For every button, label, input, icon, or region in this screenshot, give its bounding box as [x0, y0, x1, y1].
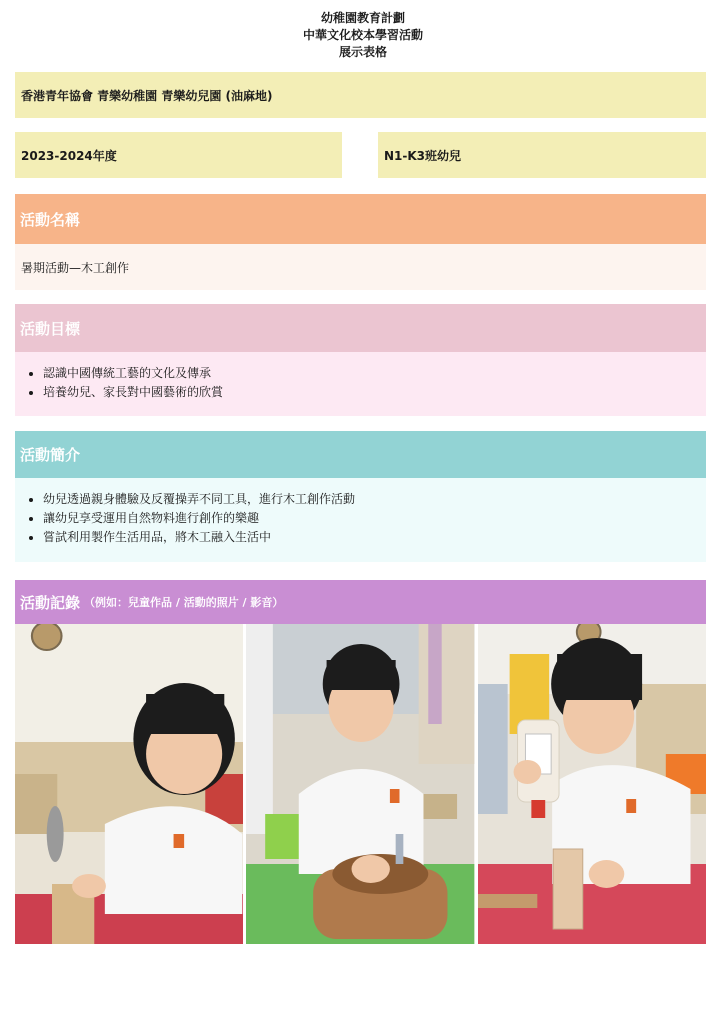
- photo-3-illustration: [478, 624, 706, 944]
- document-header: [0, 10, 726, 61]
- school-name-field: [15, 72, 706, 118]
- activity-name-content: 暑期活動—木工創作: [21, 260, 130, 275]
- classes: N1-K3班幼兒: [384, 148, 462, 163]
- objectives-body: [15, 352, 706, 416]
- activity-name-header: [15, 194, 706, 244]
- objective-item: • 培養幼兒、家長對中國藝術的欣賞: [43, 383, 700, 402]
- school-name: 香港青年協會 青樂幼稚園 青樂幼兒園 (油麻地): [21, 88, 273, 103]
- intro-list: [21, 490, 700, 547]
- activity-photos: [15, 624, 706, 944]
- school-year: 2023-2024年度: [21, 148, 117, 163]
- intro-title: 活動簡介: [20, 446, 81, 464]
- objectives-title: 活動目標: [20, 319, 81, 338]
- header-line-2: 中華文化校本學習活動: [302, 28, 423, 42]
- intro-header: [15, 431, 706, 478]
- photo-child-gluing-blocks: [478, 624, 706, 944]
- objective-item: • 認識中國傳統工藝的文化及傳承: [43, 364, 700, 383]
- header-line-1: 幼稚園教育計劃: [320, 11, 405, 25]
- school-year-field: [15, 132, 342, 178]
- photo-child-nailing-log: [246, 624, 474, 944]
- intro-item: • 幼兒透過親身體驗及反覆操弄不同工具，進行木工創作活動: [43, 490, 700, 509]
- classes-field: [378, 132, 706, 178]
- record-note: （例如：兒童作品 / 活動的照片 / 影音）: [84, 596, 284, 609]
- intro-item: • 讓幼兒享受運用自然物料進行創作的樂趣: [43, 509, 700, 528]
- intro-item: • 嘗試利用製作生活用品，將木工融入生活中: [43, 528, 700, 547]
- record-header: [15, 580, 706, 624]
- photo-1-illustration: [15, 624, 243, 944]
- photo-child-hammering: [15, 624, 243, 944]
- activity-name-title: 活動名稱: [20, 210, 81, 229]
- objectives-header: [15, 304, 706, 352]
- record-title: 活動記錄: [20, 593, 81, 612]
- photo-2-illustration: [246, 624, 474, 944]
- objectives-list: [21, 364, 700, 402]
- activity-name-body: [15, 244, 706, 290]
- header-line-3: 展示表格: [338, 45, 387, 59]
- intro-body: [15, 478, 706, 562]
